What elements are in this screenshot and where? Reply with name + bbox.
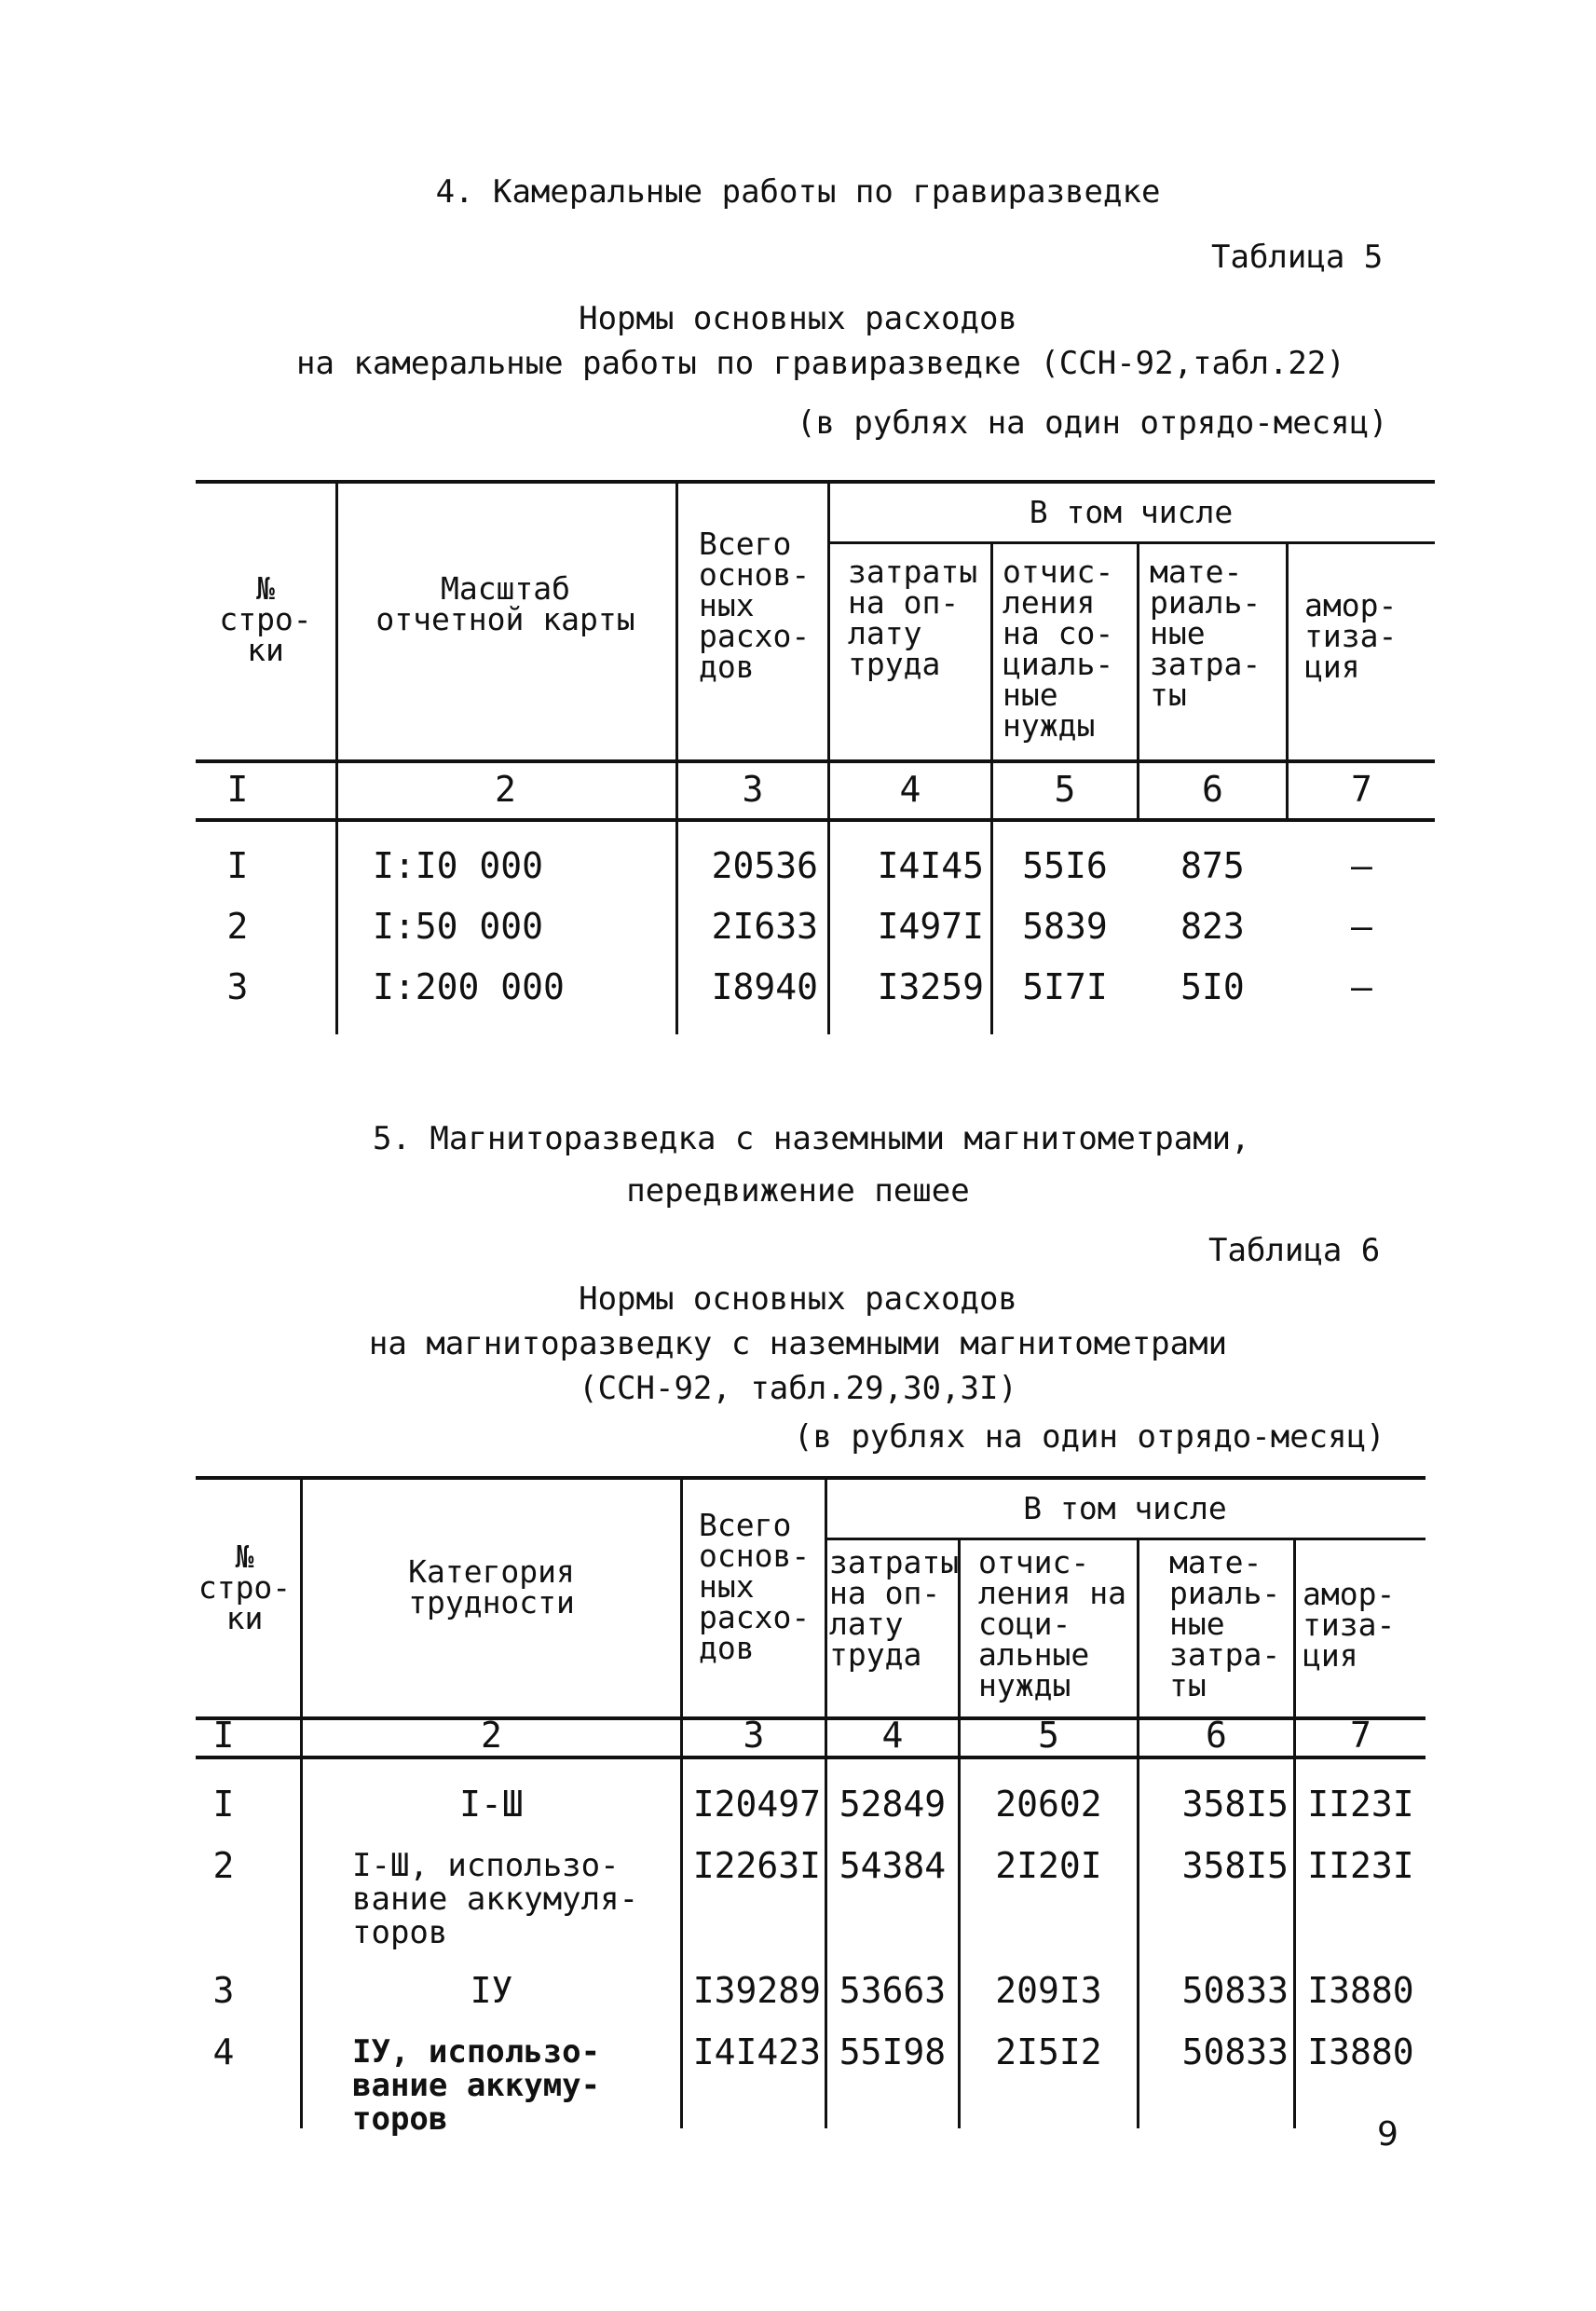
t6-header-amort: амор- тиза- ция xyxy=(1303,1576,1396,1674)
t5-cell-scale: I:200 000 xyxy=(373,966,565,1007)
page-number: 9 xyxy=(1377,2115,1398,2154)
t6-header-category: Категория трудности xyxy=(408,1553,575,1620)
t5-header-total: Всего основ- ных расхо- дов xyxy=(699,526,811,685)
t6-cell-social: 2I20I xyxy=(995,1845,1102,1886)
t5-cell-amort: – xyxy=(1351,966,1372,1007)
table-row xyxy=(196,1970,1425,2026)
t6-colnum: I xyxy=(212,1715,235,1756)
t6-colnum: 4 xyxy=(881,1715,904,1756)
table-row xyxy=(196,2031,1425,2143)
t6-cell-labor: 54384 xyxy=(839,1845,947,1886)
t6-cell-total: I4I423 xyxy=(692,2031,821,2072)
t5-cell-labor: I3259 xyxy=(877,966,984,1007)
t6-cell-labor: 52849 xyxy=(839,1784,947,1825)
t5-colnum: 7 xyxy=(1351,769,1372,810)
table6 xyxy=(196,1476,1425,2138)
t6-cell-material: 358I5 xyxy=(1181,1784,1289,1825)
table-row xyxy=(196,966,1435,1022)
t6-header-row-no: № стро- ки xyxy=(198,1538,292,1636)
t5-header-amort: амор- тиза- ция xyxy=(1304,587,1398,685)
t6-cell-row-no: 4 xyxy=(212,2031,235,2072)
t5-header-social: отчис- ления на со- циаль- ные нужды xyxy=(1003,554,1114,744)
table-row xyxy=(196,1845,1425,1957)
t5-cell-row-no: I xyxy=(226,845,249,886)
t6-colnum: 3 xyxy=(743,1715,765,1756)
t6-cell-total: I39289 xyxy=(692,1970,821,2011)
t5-header-row-no: № стро- ки xyxy=(219,570,312,668)
t5-cell-amort: – xyxy=(1351,845,1372,886)
t6-cell-amort: I3880 xyxy=(1307,1970,1414,2011)
table-row xyxy=(196,906,1435,962)
table5-units: (в рублях на один отрядо-месяц) xyxy=(797,404,1388,442)
t5-cell-row-no: 3 xyxy=(226,966,249,1007)
t6-cell-category: IУ, использо- вание аккуму- торов xyxy=(352,2033,601,2138)
t6-cell-row-no: 2 xyxy=(212,1845,235,1886)
t5-colnum: 4 xyxy=(899,769,921,810)
t5-cell-material: 5I0 xyxy=(1180,966,1245,1007)
t6-header-labor: затраты на оп- лату труда xyxy=(829,1544,960,1673)
t5-header-group: В том числе xyxy=(1029,494,1234,530)
t5-cell-social: 5I7I xyxy=(1022,966,1108,1007)
t6-cell-amort: II23I xyxy=(1307,1784,1414,1825)
t6-cell-material: 50833 xyxy=(1181,1970,1289,2011)
t6-cell-category: I-Ш xyxy=(459,1784,524,1825)
t5-cell-material: 823 xyxy=(1180,906,1245,947)
t6-cell-social: 209I3 xyxy=(995,1970,1102,2011)
t6-cell-row-no: 3 xyxy=(212,1970,235,2011)
table5-title-line2: на камеральные работы по гравиразведке (ССН-92,табл.22) xyxy=(296,345,1345,382)
table5-label: Таблица 5 xyxy=(1211,239,1384,276)
table6-title-line3: (ССН-92, табл.29,30,3I) xyxy=(579,1370,1017,1407)
t6-header-group: В том числе xyxy=(1023,1490,1227,1526)
t6-cell-total: I2263I xyxy=(692,1845,821,1886)
table6-label: Таблица 6 xyxy=(1208,1232,1381,1269)
t5-cell-total: I8940 xyxy=(711,966,818,1007)
t5-colnum: 3 xyxy=(742,769,764,810)
t6-header-material: мате- риаль- ные затра- ты xyxy=(1169,1544,1281,1703)
t5-cell-row-no: 2 xyxy=(226,906,249,947)
t5-colnum: 6 xyxy=(1202,769,1223,810)
t6-colnum: 2 xyxy=(481,1715,502,1756)
section5-heading-line2: передвижение пешее xyxy=(626,1172,970,1210)
t5-colnum: 2 xyxy=(495,769,516,810)
t5-colnum: 5 xyxy=(1054,769,1076,810)
t6-cell-labor: 53663 xyxy=(839,1970,947,2011)
t6-cell-amort: I3880 xyxy=(1307,2031,1414,2072)
t5-cell-labor: I4I45 xyxy=(877,845,984,886)
t6-colnum: 5 xyxy=(1038,1715,1059,1756)
section4-heading: 4. Камеральные работы по гравиразведке xyxy=(435,173,1161,211)
t5-header-material: мате- риаль- ные затра- ты xyxy=(1150,554,1262,713)
t5-colnum: I xyxy=(226,769,249,810)
t5-cell-labor: I497I xyxy=(877,906,984,947)
table-row xyxy=(196,845,1435,901)
table5 xyxy=(196,480,1435,1034)
t6-cell-category: IУ xyxy=(470,1970,513,2011)
t5-cell-material: 875 xyxy=(1180,845,1245,886)
t5-cell-total: 2I633 xyxy=(711,906,818,947)
t5-cell-total: 20536 xyxy=(711,845,818,886)
t6-cell-material: 358I5 xyxy=(1181,1845,1289,1886)
t5-header-labor: затраты на оп- лату труда xyxy=(848,554,978,682)
t6-cell-social: 20602 xyxy=(995,1784,1102,1825)
t6-cell-material: 50833 xyxy=(1181,2031,1289,2072)
table5-title-line1: Нормы основных расходов xyxy=(579,300,1017,337)
t6-header-total: Всего основ- ных расхо- дов xyxy=(699,1507,811,1666)
t6-cell-social: 2I5I2 xyxy=(995,2031,1102,2072)
table6-title-line2: на магниторазведку с наземными магнитометрами xyxy=(368,1325,1228,1362)
t6-cell-row-no: I xyxy=(212,1784,235,1825)
t5-header-scale: Масштаб отчетной карты xyxy=(375,570,635,637)
table6-title-line1: Нормы основных расходов xyxy=(579,1280,1017,1318)
t5-cell-social: 5839 xyxy=(1022,906,1108,947)
t5-cell-amort: – xyxy=(1351,906,1372,947)
t6-colnum: 6 xyxy=(1206,1715,1227,1756)
t6-cell-category: I-Ш, использо- вание аккумуля- торов xyxy=(352,1847,639,1951)
t6-cell-total: I20497 xyxy=(692,1784,821,1825)
t6-header-social: отчис- ления на соци- альные нужды xyxy=(978,1544,1126,1703)
t6-cell-amort: II23I xyxy=(1307,1845,1414,1886)
t5-cell-social: 55I6 xyxy=(1022,845,1108,886)
table-row xyxy=(196,1784,1425,1839)
t6-colnum: 7 xyxy=(1350,1715,1371,1756)
table6-units: (в рублях на один отрядо-месяц) xyxy=(794,1418,1385,1456)
t6-cell-labor: 55I98 xyxy=(839,2031,947,2072)
t5-cell-scale: I:50 000 xyxy=(373,906,544,947)
t5-cell-scale: I:I0 000 xyxy=(373,845,544,886)
section5-heading-line1: 5. Магниторазведка с наземными магнитометрами, xyxy=(373,1120,1250,1157)
